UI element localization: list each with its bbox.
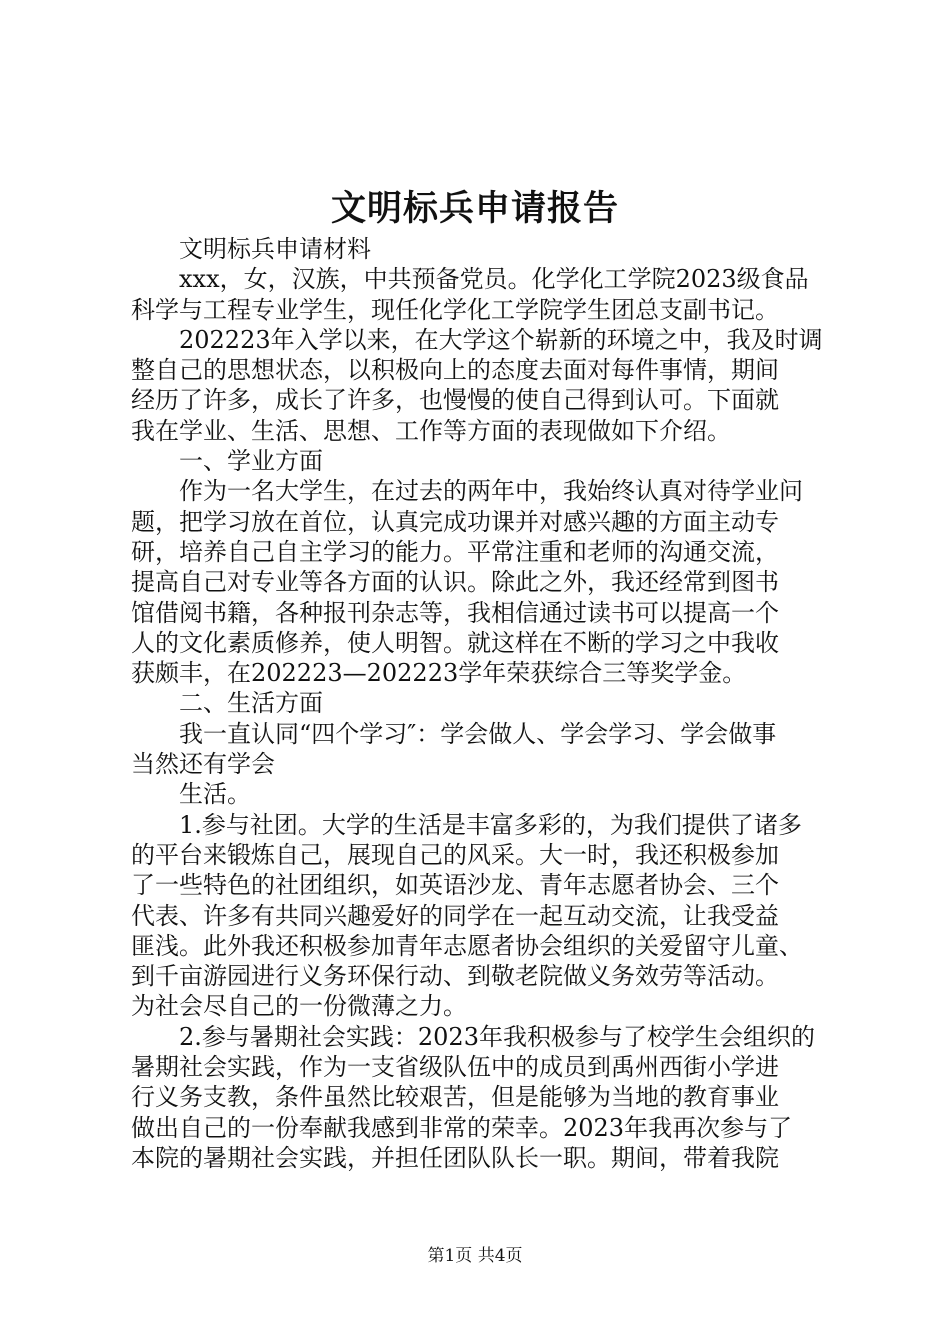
text-line: 本院的暑期社会实践，并担任团队队长一职。期间，带着我院 — [131, 1143, 779, 1172]
text-line: 整自己的思想状态，以积极向上的态度去面对每件事情，期间 — [131, 356, 779, 385]
text-line: 行义务支教，条件虽然比较艰苦，但是能够为当地的教育事业 — [131, 1083, 779, 1112]
text-line: 202223年入学以来，在大学这个崭新的环境之中，我及时调 — [131, 325, 823, 354]
text-line: 当然还有学会 — [131, 750, 275, 779]
text-line: 我在学业、生活、思想、工作等方面的表现做如下介绍。 — [131, 416, 731, 445]
text-line: 匪浅。此外我还积极参加青年志愿者协会组织的关爱留守儿童、 — [131, 931, 803, 960]
text-line: 代表、许多有共同兴趣爱好的同学在一起互动交流，让我受益 — [131, 901, 779, 930]
text-line: 馆借阅书籍，各种报刊杂志等，我相信通过读书可以提高一个 — [131, 598, 779, 627]
text-line: 1.参与社团。大学的生活是丰富多彩的，为我们提供了诸多 — [131, 810, 802, 839]
text-line: 研，培养自己自主学习的能力。平常注重和老师的沟通交流， — [131, 537, 779, 566]
text-line: 获颇丰，在202223—202223学年荣获综合三等奖学金。 — [131, 659, 747, 688]
text-line: 做出自己的一份奉献我感到非常的荣幸。2023年我再次参与了 — [131, 1113, 793, 1142]
text-line: xxx，女，汉族，中共预备党员。化学化工学院2023级食品 — [131, 265, 809, 294]
text-line: 了一些特色的社团组织，如英语沙龙、青年志愿者协会、三个 — [131, 871, 779, 900]
text-line: 作为一名大学生，在过去的两年中，我始终认真对待学业问 — [131, 477, 803, 506]
section-heading: 一、学业方面 — [131, 447, 323, 476]
text-line: 人的文化素质修养，使人明智。就这样在不断的学习之中我收 — [131, 628, 779, 657]
text-line: 为社会尽自己的一份微薄之力。 — [131, 992, 467, 1021]
text-line: 题，把学习放在首位，认真完成功课并对感兴趣的方面主动专 — [131, 507, 779, 536]
text-line: 文明标兵申请材料 — [131, 235, 371, 263]
text-line: 提高自己对专业等各方面的认识。除此之外，我还经常到图书 — [131, 568, 779, 597]
document-title: 文明标兵申请报告 — [330, 188, 619, 229]
text-line: 经历了许多，成长了许多，也慢慢的使自己得到认可。下面就 — [131, 386, 779, 415]
text-line: 到千亩游园进行义务环保行动、到敬老院做义务效劳等活动。 — [131, 962, 779, 991]
text-line: 2.参与暑期社会实践：2023年我积极参与了校学生会组织的 — [131, 1022, 815, 1051]
text-line: 生活。 — [131, 780, 251, 809]
text-line: 我一直认同“四个学习″：学会做人、学会学习、学会做事 — [131, 719, 777, 748]
document-body — [131, 234, 831, 1173]
section-heading: 二、生活方面 — [131, 689, 323, 718]
text-line: 的平台来锻炼自己，展现自己的风采。大一时，我还积极参加 — [131, 840, 779, 869]
page-number: 第1页 共4页 — [427, 1246, 523, 1266]
text-line: 科学与工程专业学生，现任化学化工学院学生团总支副书记。 — [131, 295, 779, 324]
text-line: 暑期社会实践，作为一支省级队伍中的成员到禹州西街小学进 — [131, 1053, 779, 1082]
